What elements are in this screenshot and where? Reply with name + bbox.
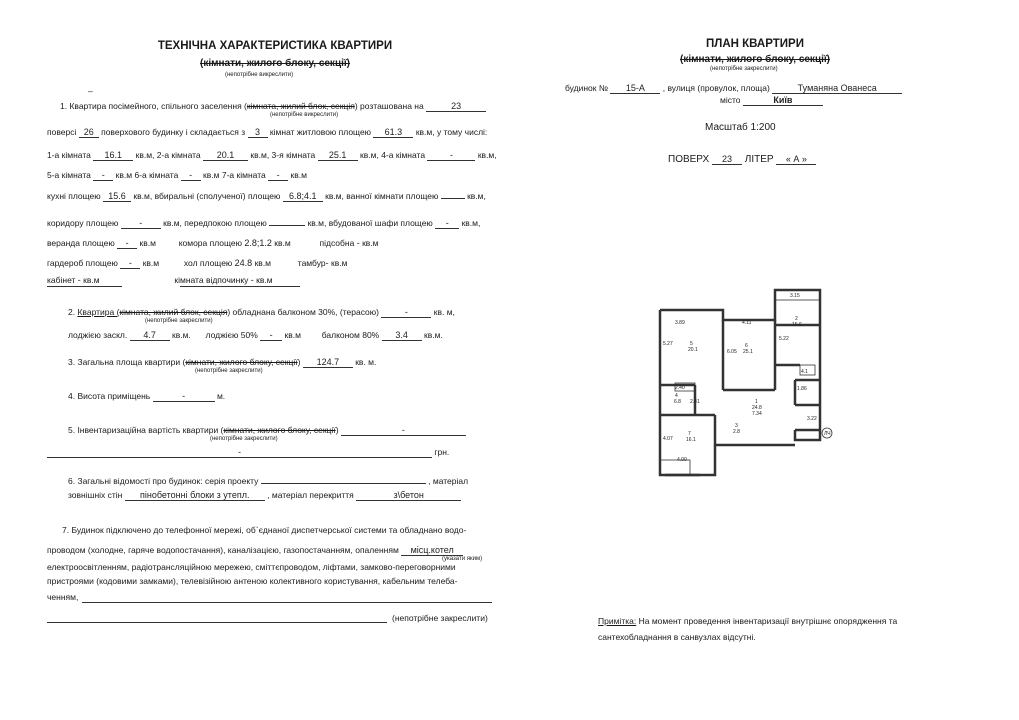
room2-area: 15.6 <box>792 322 802 328</box>
left-title: ТЕХНІЧНА ХАРАКТЕРИСТИКА КВАРТИРИ <box>157 40 393 52</box>
rooms-line2: 5-а кімната - кв.м 6-а кімната - кв.м 7-а кімната - кв.м <box>47 170 307 180</box>
dim-b3: 4.11 <box>742 320 752 326</box>
left-subtitle: (кімнати, жилого блоку, секції) <box>199 58 351 69</box>
room4-area: 6.8 <box>674 399 681 405</box>
code-label: ЛЧ <box>824 431 831 437</box>
p1-line2: поверсі 26 поверхового будинку і складається з 3 кімнат житловою площею 61.3 кв.м, у тому числі: <box>47 127 488 137</box>
p2-line2: лоджією заскл. 4.7 кв.м. лоджією 50% - кв.м балконом 80% 3.4 кв.м. <box>68 330 443 340</box>
p2-note: (непотрібне закреслити) <box>145 318 213 324</box>
p7-l1: 7. Будинок підключено до телефонної мережі, об`єднаної диспетчерської системи та обладнано водо- <box>62 525 467 535</box>
p7-note: (непотрібне закреслити) <box>392 613 488 623</box>
p6-line: 6. Загальні відомості про будинок: серія проекту , матеріал <box>68 476 469 486</box>
p7-l4: пристроями (кодовими замками), телевізійною антеною колективного користування, кабельним телеба- <box>47 576 458 586</box>
room6-num: 6 <box>745 343 748 349</box>
city-line: місто Київ <box>720 95 823 106</box>
room1-num: 1 <box>755 399 758 405</box>
dim-322: 3.22 <box>807 416 817 422</box>
dim-241: 2.41 <box>690 399 700 405</box>
dim-522: 5.22 <box>779 336 789 342</box>
p2-line: 2. Квартира (кімната, жилий блок, секція) обладнана балконом 30%, (терасою) - кв. м, <box>68 307 455 317</box>
p4-line: 4. Висота приміщень - м. <box>68 391 226 401</box>
right-title: ПЛАН КВАРТИРИ <box>706 38 804 50</box>
p7-heating-note: (указати яким) <box>442 556 483 562</box>
room5-area: 20.1 <box>688 347 698 353</box>
floor-line: ПОВЕРХ 23 ЛІТЕР « А » <box>668 154 816 165</box>
room7-area: 16.1 <box>686 437 696 443</box>
dim-186: 1.86 <box>797 386 807 392</box>
left-subtitle-note: (непотрібне викреслити) <box>225 72 294 78</box>
p1-line: 1. Квартира посімейного, спільного заселення (кімната, жилий блок, секція) розташована на 23 <box>60 101 486 112</box>
room1-area: 24.8 <box>752 405 762 411</box>
veranda-line: веранда площею - кв.м комора площею 2.8;1.2 кв.м підсобна - кв.м <box>47 238 379 248</box>
p5-note: (непотрібне закреслити) <box>210 436 278 442</box>
room7-num: 7 <box>688 431 691 437</box>
building-line: будинок № 15-А , вулиця (провулок, площа) Туманяна Ованеса <box>565 83 902 94</box>
wardrobe-line: гардероб площею - кв.м хол площею 24.8 кв.м тамбур- кв.м <box>47 258 348 268</box>
room8-area: 4.1 <box>801 369 808 375</box>
note-block: Примітка: На момент проведення інвентаризації внутрішнє опорядження та <box>598 616 898 626</box>
room2-num: 2 <box>795 316 798 322</box>
dim-b2: 3.89 <box>675 320 685 326</box>
p6-line2: зовнішніх стін пінобетонні блоки з утепл. , матеріал перекриття з\бетон <box>68 490 461 501</box>
floor-plan <box>655 285 855 485</box>
room5-num: 5 <box>690 341 693 347</box>
dash-mark: – <box>88 86 93 96</box>
floor-value: 23 <box>426 101 486 112</box>
scale: Масштаб 1:200 <box>705 122 776 133</box>
room3-area: 2.8 <box>733 429 740 435</box>
p7-l5: ченням, <box>47 592 79 602</box>
room3-num: 3 <box>735 423 738 429</box>
dim-407: 4.07 <box>663 436 673 442</box>
p7-l3: електроосвітленням, радіотрансляційною мережею, сміттєпроводом, ліфтами, замково-переговорними <box>47 562 456 572</box>
dim-b1: 3.15 <box>790 293 800 299</box>
kitchen-line: кухні площею 15.6 кв.м, вбиральні (сполученої) площею 6.8;4.1 кв.м, ванної кімнати площею кв.м, <box>47 191 486 201</box>
dim-240: 2.40 <box>675 385 685 391</box>
dim-b4: 5.27 <box>663 341 673 347</box>
corridor-line: коридору площею - кв.м, передпокою площею кв.м, вбудованої шафи площею - кв.м, <box>47 218 481 228</box>
p1-note: (непотрібне викреслити) <box>270 112 339 118</box>
dim-734: 7.34 <box>752 411 762 417</box>
right-subtitle: (кімнати, жилого блоку, секції) <box>679 54 831 65</box>
p5-line: 5. Інвентаризаційна вартість квартири (кімнати, жилого блоку, секції) - <box>68 425 466 436</box>
note-line2: сантехобладнання в санвузлах відсутні. <box>598 632 756 642</box>
right-subtitle-note: (непотрібне закреслити) <box>710 66 778 72</box>
dim-605: 6.05 <box>727 349 737 355</box>
p5-line2: - грн. <box>47 447 449 458</box>
p3-line: 3. Загальна площа квартири (кімнати, жилого блоку, секції) 124.7 кв. м. <box>68 357 377 367</box>
room4-num: 4 <box>675 393 678 399</box>
room6-area: 25.1 <box>743 349 753 355</box>
cabinet-line: кабінет - кв.м кімната відпочинку - кв.м <box>47 275 273 285</box>
dim-400: 4.00 <box>677 457 687 463</box>
p7-l2: проводом (холодне, гаряче водопостачання), каналізацією, газопостачанням, опаленням місц.котел <box>47 545 463 556</box>
rooms-line: 1-а кімната 16.1 кв.м, 2-а кімната 20.1 кв.м, 3-я кімната 25.1 кв.м, 4-а кімната - кв.м, <box>47 150 497 160</box>
p3-note: (непотрібне закреслити) <box>195 368 263 374</box>
